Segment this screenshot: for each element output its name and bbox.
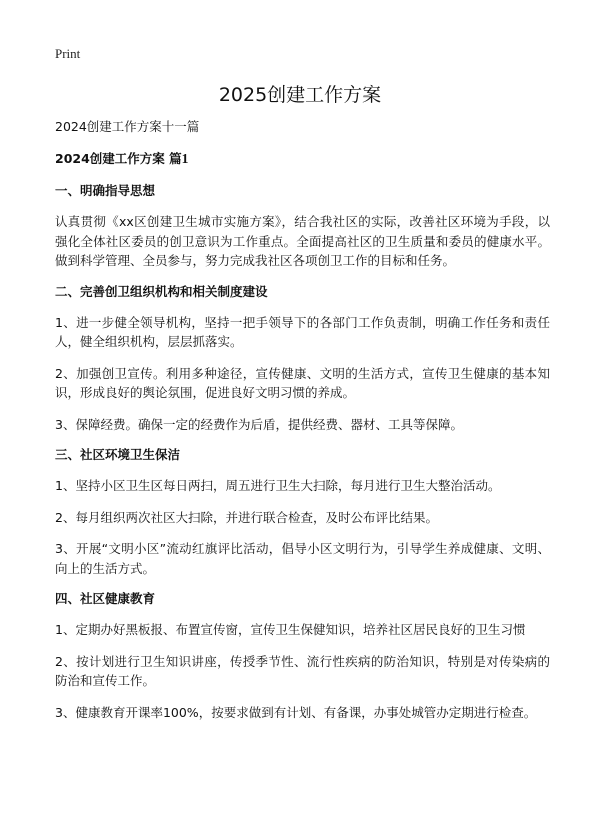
section-environment xyxy=(55,446,550,578)
section-paragraph: 1、定期办好黑板报、布置宣传窗，宣传卫生保健知识，培养社区居民良好的卫生习惯 xyxy=(55,622,526,637)
section-paragraph: 2、加强创卫宣传。利用多种途径，宣传健康、文明的生活方式，宣传卫生健康的基本知识，形成良好的舆论氛围，促进良好文明习惯的养成。 xyxy=(55,365,550,400)
document-body xyxy=(55,118,550,734)
section-heading: 一、明确指导思想 xyxy=(55,183,156,198)
section-heading: 四、社区健康教育 xyxy=(55,591,156,606)
print-link[interactable]: Print xyxy=(55,46,81,61)
document-heading-number: 1 xyxy=(181,151,189,166)
section-paragraph: 2、按计划进行卫生知识讲座，传授季节性、流行性疾病的防治知识，特别是对传染病的防治和宣传工作。 xyxy=(55,653,550,688)
document-heading xyxy=(55,150,550,168)
document-heading-text: 2024创建工作方案 篇 xyxy=(55,151,182,166)
section-paragraph: 认真贯彻《xx区创建卫生城市实施方案》，结合我社区的实际，改善社区环境为手段，以强化全体社区委员的创卫意识为工作重点。全面提高社区的卫生质量和委员的健康水平。做到科学管理、全员参与，努力完成我社区各项创卫工作的目标和任务。 xyxy=(55,214,550,268)
section-paragraph: 1、坚持小区卫生区每日两扫，周五进行卫生大扫除，每月进行卫生大整治活动。 xyxy=(55,478,501,493)
section-organization xyxy=(55,283,550,435)
document-subtitle: 2024创建工作方案十一篇 xyxy=(55,119,200,134)
section-heading: 三、社区环境卫生保洁 xyxy=(55,447,181,462)
section-paragraph: 2、每月组织两次社区大扫除，并进行联合检查，及时公布评比结果。 xyxy=(55,509,438,525)
page-title: 2025创建工作方案 xyxy=(218,84,382,106)
section-paragraph: 3、开展“文明小区”流动红旗评比活动，倡导小区文明行为，引导学生养成健康、文明、向上的生活方式。 xyxy=(55,541,550,576)
section-health-education xyxy=(55,590,550,722)
section-paragraph: 1、进一步健全领导机构，坚持一把手领导下的各部门工作负责制，明确工作任务和责任人，健全组织机构，层层抓落实。 xyxy=(55,314,550,349)
section-paragraph: 3、保障经费。确保一定的经费作为后盾，提供经费、器材、工具等保障。 xyxy=(55,416,463,432)
section-heading: 二、完善创卫组织机构和相关制度建设 xyxy=(55,283,268,299)
section-paragraph: 3、健康教育开课率100%，按要求做到有计划、有备课，办事处城管办定期进行检查。 xyxy=(55,704,537,720)
section-guiding-thought xyxy=(55,182,550,271)
